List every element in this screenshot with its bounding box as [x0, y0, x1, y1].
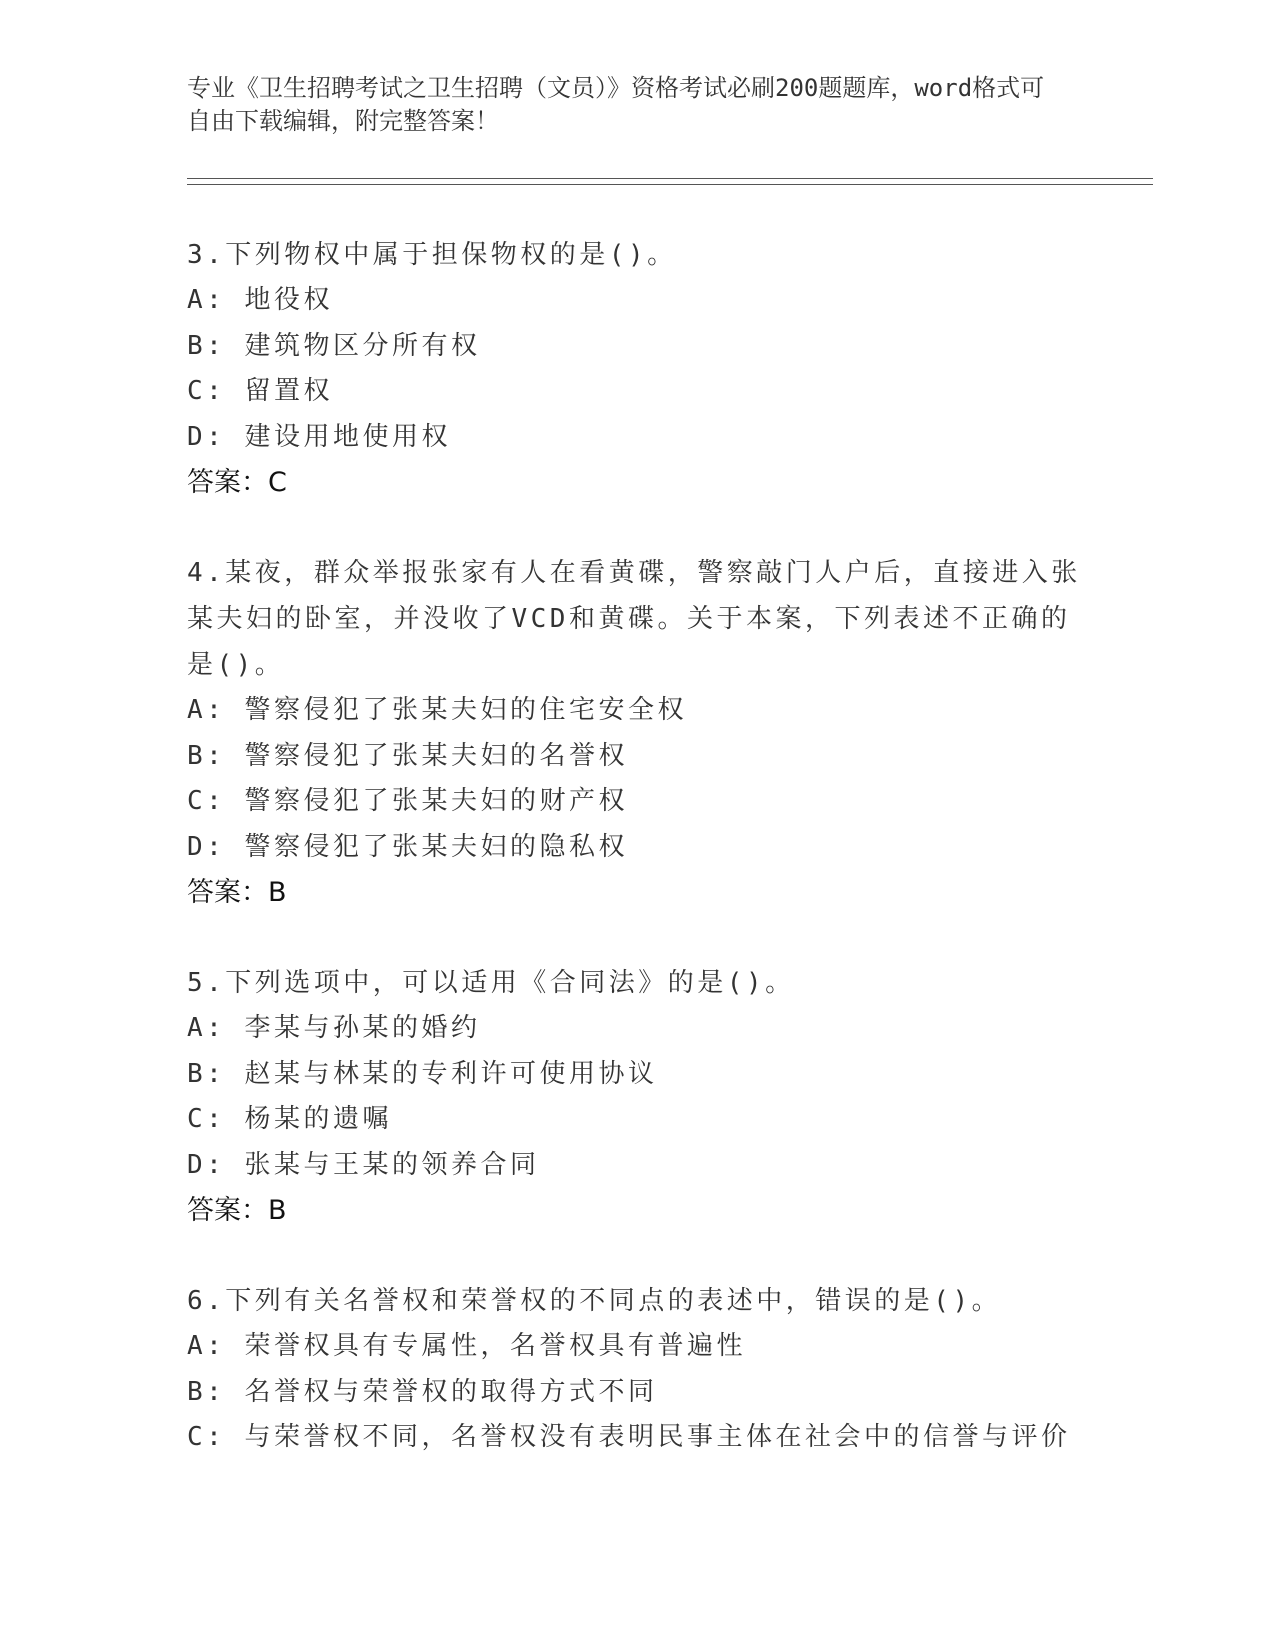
option-b: B: 名誉权与荣誉权的取得方式不同 — [187, 1376, 658, 1407]
question-list — [187, 232, 1087, 1505]
option-c: C: 与荣誉权不同，名誉权没有表明民事主体在社会中的信誉与评价 — [187, 1422, 1071, 1452]
option-c: C: 杨某的遗嘱 — [187, 1104, 392, 1134]
answer-label: 答案：B — [187, 1195, 287, 1226]
question-6 — [187, 1278, 1087, 1461]
question-stem: 3.下列物权中属于担保物权的是()。 — [187, 240, 677, 270]
option-b: B: 建筑物区分所有权 — [187, 330, 481, 361]
header-divider-top — [187, 178, 1153, 179]
question-3 — [187, 232, 1087, 506]
option-d: D: 警察侵犯了张某夫妇的隐私权 — [187, 831, 628, 862]
answer-label: 答案：C — [187, 467, 287, 498]
question-5 — [187, 960, 1087, 1234]
question-4 — [187, 550, 1087, 916]
option-a: A: 地役权 — [187, 285, 333, 315]
answer-label: 答案：B — [187, 877, 287, 908]
header-divider-bottom — [187, 184, 1153, 185]
option-b: B: 赵某与林某的专利许可使用协议 — [187, 1058, 658, 1089]
option-c: C: 警察侵犯了张某夫妇的财产权 — [187, 786, 628, 816]
question-stem: 6.下列有关名誉权和荣誉权的不同点的表述中，错误的是()。 — [187, 1286, 1002, 1316]
option-d: D: 建设用地使用权 — [187, 421, 451, 452]
option-a: A: 李某与孙某的婚约 — [187, 1013, 481, 1043]
question-stem: 4.某夜，群众举报张家有人在看黄碟，警察敲门人户后，直接进入张某夫妇的卧室，并没收了VCD和黄碟。关于本案，下列表述不正确的是()。 — [187, 558, 1081, 680]
document-header-title: 专业《卫生招聘考试之卫生招聘（文员）》资格考试必刷200题题库，word格式可自由下载编辑，附完整答案！ — [187, 74, 1045, 135]
option-c: C: 留置权 — [187, 376, 333, 406]
option-b: B: 警察侵犯了张某夫妇的名誉权 — [187, 740, 628, 771]
option-d: D: 张某与王某的领养合同 — [187, 1149, 540, 1180]
option-a: A: 荣誉权具有专属性，名誉权具有普遍性 — [187, 1331, 746, 1361]
question-stem: 5.下列选项中，可以适用《合同法》的是()。 — [187, 968, 795, 998]
option-a: A: 警察侵犯了张某夫妇的住宅安全权 — [187, 695, 687, 725]
